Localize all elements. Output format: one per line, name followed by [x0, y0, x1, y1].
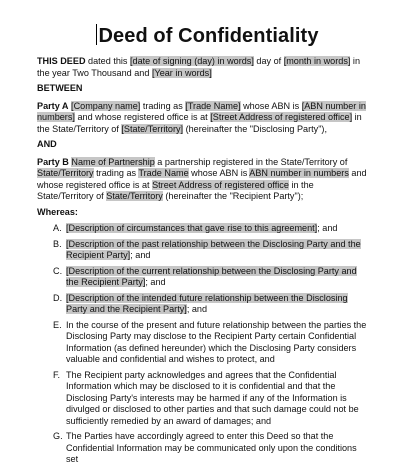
recital-suffix: ; and [186, 304, 208, 314]
whereas-heading: Whereas: [37, 206, 78, 217]
party-a-state-field[interactable]: [State/Territory] [121, 123, 184, 134]
recital-g-text: The Parties have accordingly agreed to enter this Deed so that the Confidential Information may be communicated only upon the conditions set [66, 431, 357, 464]
party-a-label: Party A [37, 100, 69, 111]
recital-suffix: ; and [145, 277, 166, 287]
party-a-trade-field[interactable]: [Trade Name] [185, 100, 241, 111]
this-deed-label: THIS DEED [37, 56, 86, 66]
month-field[interactable]: [month in words] [283, 56, 351, 66]
party-a-address-field[interactable]: [Street Address of registered office] [210, 112, 353, 122]
party-b-text: whose ABN is [188, 168, 250, 178]
recital-d [37, 293, 369, 316]
party-a-abn-field[interactable]: [ABN number in numbers] [37, 100, 366, 122]
party-b-trade-field[interactable]: Trade Name [138, 168, 189, 178]
recital-b [37, 239, 369, 262]
recital-e [37, 320, 369, 366]
between-heading: BETWEEN [37, 83, 83, 93]
recital-c [37, 266, 369, 289]
party-a-text: whose ABN is [240, 100, 302, 111]
recital-f [37, 370, 369, 428]
recital-letter: D. [53, 292, 63, 303]
recital-letter: C. [53, 265, 63, 276]
recital-letter: E. [53, 319, 62, 330]
party-b-address-field[interactable]: Street Address of registered office [152, 179, 289, 190]
recital-suffix: ; and [317, 223, 338, 233]
party-b-text: trading as [93, 168, 139, 178]
recital-letter: G. [53, 431, 63, 441]
document-body[interactable] [37, 56, 369, 470]
party-a-paragraph [37, 101, 369, 136]
and-heading: AND [37, 139, 57, 149]
party-a-company-field[interactable]: [Company name] [71, 100, 141, 111]
recital-g [37, 431, 369, 466]
party-a-text: in the State/Territory of [37, 112, 362, 134]
party-b-name-field[interactable]: Name of Partnership [71, 156, 155, 167]
intro-text: dated this [85, 56, 131, 66]
recital-b-field[interactable]: [Description of the past relationship between the Disclosing Party and the Recipient Party] [66, 238, 361, 260]
intro-text: in the year Two Thousand and [37, 56, 361, 78]
party-b-text: a partnership registered in the State/Territory of [154, 156, 348, 167]
recital-letter: A. [53, 223, 62, 233]
party-b-text: in the State/Territory of [37, 179, 314, 201]
party-a-text: trading as [140, 100, 186, 111]
intro-text: day of [253, 56, 284, 66]
recital-suffix: ; and [130, 250, 151, 260]
date-field[interactable]: [date of signing (day) in words] [130, 56, 254, 66]
recital-a-field[interactable]: [Description of circumstances that gave rise to this agreement] [66, 223, 318, 233]
year-field[interactable]: [Year in words] [151, 67, 212, 78]
recital-c-field[interactable]: [Description of the current relationship between the Disclosing Party and the Recipient Party] [66, 265, 357, 287]
party-b-state-field-2[interactable]: State/Territory [106, 191, 163, 201]
party-b-label: Party B [37, 156, 69, 167]
recital-f-text: The Recipient party acknowledges and agrees that the Confidential Information which may be disclosed to it is confidential and that the Disclosing Party's interests may be harmed if any of the Information is divulged or disclosed to other parties and that such damage could not be sufficiently remedied by an award of damages; and [66, 369, 359, 426]
recital-a [37, 223, 369, 235]
party-b-paragraph [37, 157, 369, 203]
party-a-text: and whose registered office is at [74, 112, 211, 122]
recital-d-field[interactable]: [Description of the intended future relationship between the Disclosing Party and the Recipient Party] [66, 292, 348, 314]
intro-paragraph [37, 56, 369, 79]
recital-letter: F. [53, 369, 61, 380]
recital-e-text: In the course of the present and future relationship between the parties the Disclosing Party may disclose to the Recipient Party certain Confidential Information (as defined hereunder) which the Disclosing Party considers valuable and confidential and wishes to protect, and [66, 319, 367, 364]
document-title-line [0, 24, 415, 48]
recitals-list [37, 223, 369, 466]
party-b-state-field-1[interactable]: State/Territory [37, 168, 94, 178]
recital-letter: B. [53, 238, 62, 249]
party-b-abn-field[interactable]: ABN number in numbers [249, 168, 349, 178]
party-b-text: and whose registered office is at [37, 168, 367, 190]
party-a-text: (hereinafter the "Disclosing Party"), [183, 123, 327, 134]
party-b-text: (hereinafter the "Recipient Party"); [162, 191, 304, 201]
document-title: Deed of Confidentiality [98, 25, 319, 47]
